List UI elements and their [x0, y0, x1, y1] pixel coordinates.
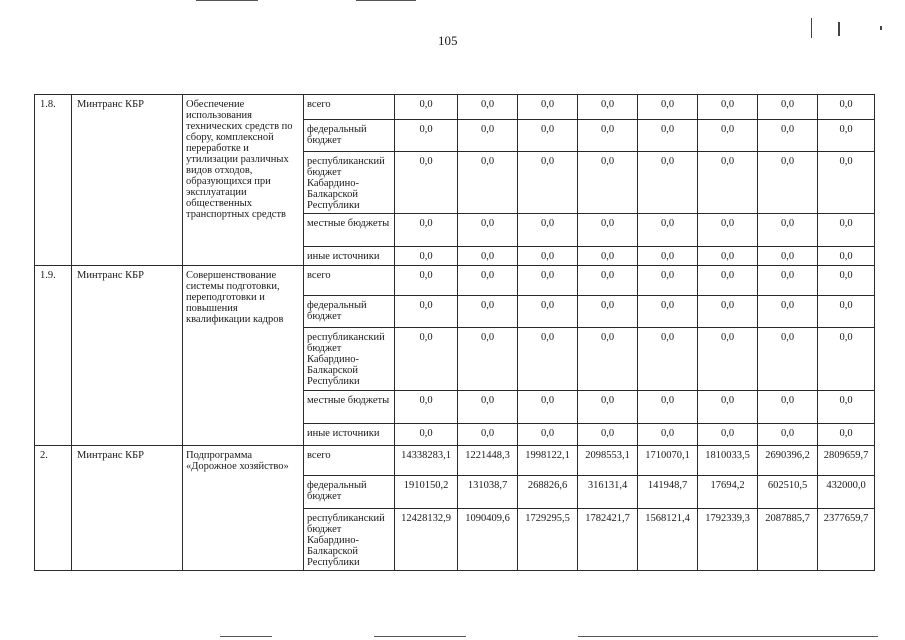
funding-source: федеральный бюджет	[304, 296, 395, 328]
funding-source: всего	[304, 95, 395, 120]
amount-cell: 0,0	[395, 120, 458, 152]
amount-cell: 1792339,3	[698, 509, 758, 571]
section-organization: Минтранс КБР	[72, 95, 183, 266]
amount-cell: 2087885,7	[758, 509, 818, 571]
amount-cell: 0,0	[578, 424, 638, 446]
funding-source: всего	[304, 446, 395, 476]
amount-cell: 0,0	[518, 391, 578, 424]
amount-cell: 0,0	[698, 120, 758, 152]
amount-cell: 0,0	[758, 328, 818, 391]
scan-artifact-bottom-3	[578, 636, 878, 637]
section-activity: Обеспечение использования технических средств по сбору, комплексной переработке и утилизации различных видов отходов, образующихся при эксплуатации общественных транспортных средств	[183, 95, 304, 266]
amount-cell: 0,0	[818, 95, 875, 120]
amount-cell: 0,0	[698, 247, 758, 266]
amount-cell: 0,0	[458, 247, 518, 266]
funding-source: иные источники	[304, 424, 395, 446]
scan-artifact-top	[196, 0, 258, 1]
amount-cell: 0,0	[578, 266, 638, 296]
amount-cell: 0,0	[458, 95, 518, 120]
amount-cell: 0,0	[578, 296, 638, 328]
amount-cell: 0,0	[698, 152, 758, 214]
scan-artifact-right-3	[880, 26, 882, 30]
amount-cell: 0,0	[395, 424, 458, 446]
table-row	[35, 95, 875, 120]
amount-cell: 0,0	[758, 152, 818, 214]
amount-cell: 0,0	[758, 391, 818, 424]
amount-cell: 2690396,2	[758, 446, 818, 476]
amount-cell: 0,0	[818, 247, 875, 266]
amount-cell: 602510,5	[758, 476, 818, 509]
amount-cell: 0,0	[518, 120, 578, 152]
amount-cell: 0,0	[395, 328, 458, 391]
amount-cell: 0,0	[638, 120, 698, 152]
amount-cell: 1782421,7	[578, 509, 638, 571]
amount-cell: 0,0	[818, 214, 875, 247]
amount-cell: 0,0	[458, 296, 518, 328]
amount-cell: 0,0	[698, 296, 758, 328]
amount-cell: 0,0	[818, 296, 875, 328]
funding-source: местные бюджеты	[304, 391, 395, 424]
amount-cell: 0,0	[578, 391, 638, 424]
amount-cell: 1810033,5	[698, 446, 758, 476]
amount-cell: 0,0	[518, 95, 578, 120]
amount-cell: 0,0	[458, 120, 518, 152]
amount-cell: 1090409,6	[458, 509, 518, 571]
amount-cell: 131038,7	[458, 476, 518, 509]
amount-cell: 0,0	[518, 214, 578, 247]
section-index: 1.9.	[35, 266, 72, 446]
amount-cell: 432000,0	[818, 476, 875, 509]
amount-cell: 1710070,1	[638, 446, 698, 476]
amount-cell: 0,0	[578, 152, 638, 214]
amount-cell: 1221448,3	[458, 446, 518, 476]
amount-cell: 0,0	[518, 152, 578, 214]
funding-source: всего	[304, 266, 395, 296]
amount-cell: 0,0	[578, 247, 638, 266]
amount-cell: 0,0	[638, 95, 698, 120]
amount-cell: 0,0	[698, 95, 758, 120]
scan-artifact-bottom	[220, 636, 272, 637]
amount-cell: 0,0	[758, 424, 818, 446]
amount-cell: 316131,4	[578, 476, 638, 509]
amount-cell: 0,0	[458, 328, 518, 391]
amount-cell: 0,0	[698, 424, 758, 446]
amount-cell: 0,0	[698, 328, 758, 391]
amount-cell: 0,0	[518, 424, 578, 446]
amount-cell: 0,0	[518, 266, 578, 296]
funding-source: федеральный бюджет	[304, 120, 395, 152]
amount-cell: 0,0	[395, 391, 458, 424]
amount-cell: 0,0	[818, 391, 875, 424]
amount-cell: 0,0	[758, 296, 818, 328]
amount-cell: 0,0	[638, 391, 698, 424]
amount-cell: 0,0	[578, 214, 638, 247]
amount-cell: 0,0	[758, 214, 818, 247]
amount-cell: 0,0	[758, 266, 818, 296]
amount-cell: 0,0	[638, 296, 698, 328]
scan-artifact-right	[811, 18, 812, 38]
budget-table	[34, 94, 875, 571]
amount-cell: 141948,7	[638, 476, 698, 509]
funding-source: местные бюджеты	[304, 214, 395, 247]
amount-cell: 1729295,5	[518, 509, 578, 571]
budget-table-body	[35, 95, 875, 571]
table-row	[35, 446, 875, 476]
funding-source: республиканский бюджет Кабардино-Балкарской Республики	[304, 509, 395, 571]
amount-cell: 0,0	[818, 328, 875, 391]
amount-cell: 1910150,2	[395, 476, 458, 509]
amount-cell: 0,0	[395, 296, 458, 328]
amount-cell: 0,0	[818, 266, 875, 296]
amount-cell: 0,0	[395, 214, 458, 247]
amount-cell: 0,0	[578, 328, 638, 391]
amount-cell: 0,0	[458, 214, 518, 247]
amount-cell: 2809659,7	[818, 446, 875, 476]
section-activity: Совершенствование системы подготовки, переподготовки и повышения квалификации кадров	[183, 266, 304, 446]
amount-cell: 0,0	[818, 424, 875, 446]
amount-cell: 0,0	[578, 95, 638, 120]
scan-artifact-bottom-2	[374, 636, 466, 637]
amount-cell: 0,0	[818, 152, 875, 214]
section-index: 2.	[35, 446, 72, 571]
funding-source: федеральный бюджет	[304, 476, 395, 509]
scan-artifact-top-2	[356, 0, 416, 1]
funding-source: иные источники	[304, 247, 395, 266]
amount-cell: 0,0	[698, 266, 758, 296]
amount-cell: 0,0	[518, 247, 578, 266]
amount-cell: 0,0	[758, 247, 818, 266]
amount-cell: 0,0	[638, 152, 698, 214]
amount-cell: 268826,6	[518, 476, 578, 509]
amount-cell: 0,0	[395, 95, 458, 120]
amount-cell: 0,0	[578, 120, 638, 152]
section-index: 1.8.	[35, 95, 72, 266]
amount-cell: 0,0	[518, 296, 578, 328]
section-organization: Минтранс КБР	[72, 266, 183, 446]
amount-cell: 14338283,1	[395, 446, 458, 476]
section-organization: Минтранс КБР	[72, 446, 183, 571]
amount-cell: 0,0	[758, 95, 818, 120]
amount-cell: 0,0	[395, 247, 458, 266]
amount-cell: 2377659,7	[818, 509, 875, 571]
amount-cell: 0,0	[638, 328, 698, 391]
amount-cell: 0,0	[638, 214, 698, 247]
amount-cell: 0,0	[518, 328, 578, 391]
amount-cell: 0,0	[638, 266, 698, 296]
funding-source: республиканский бюджет Кабардино-Балкарской Республики	[304, 328, 395, 391]
funding-source: республиканский бюджет Кабардино-Балкарской Республики	[304, 152, 395, 214]
amount-cell: 0,0	[458, 424, 518, 446]
amount-cell: 1998122,1	[518, 446, 578, 476]
amount-cell: 0,0	[698, 214, 758, 247]
section-activity: Подпрограмма «Дорожное хозяйство»	[183, 446, 304, 571]
amount-cell: 0,0	[698, 391, 758, 424]
amount-cell: 2098553,1	[578, 446, 638, 476]
amount-cell: 0,0	[638, 247, 698, 266]
amount-cell: 0,0	[458, 152, 518, 214]
table-row	[35, 266, 875, 296]
amount-cell: 1568121,4	[638, 509, 698, 571]
amount-cell: 0,0	[818, 120, 875, 152]
amount-cell: 0,0	[638, 424, 698, 446]
page-number: 105	[438, 33, 458, 48]
amount-cell: 17694,2	[698, 476, 758, 509]
amount-cell: 0,0	[395, 152, 458, 214]
amount-cell: 0,0	[458, 266, 518, 296]
amount-cell: 0,0	[395, 266, 458, 296]
amount-cell: 12428132,9	[395, 509, 458, 571]
amount-cell: 0,0	[758, 120, 818, 152]
amount-cell: 0,0	[458, 391, 518, 424]
scan-artifact-right-2	[838, 22, 840, 36]
